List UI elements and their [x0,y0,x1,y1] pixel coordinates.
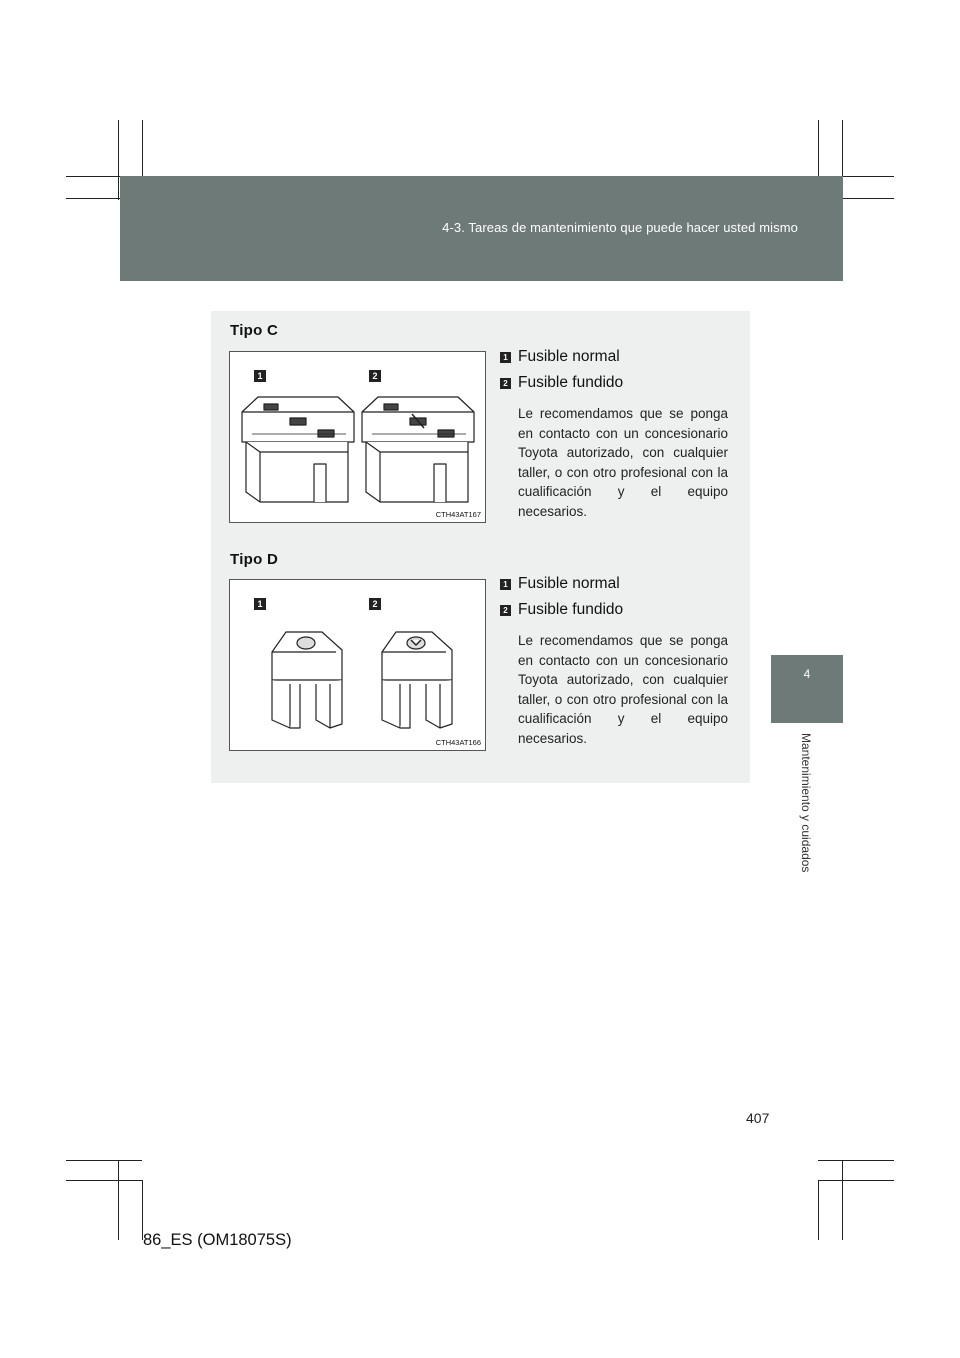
chapter-tab [771,655,843,723]
marker-badge: 2 [500,378,511,389]
section-title: 4-3. Tareas de mantenimiento que puede hacer usted mismo [442,220,798,235]
crop-mark [818,1180,819,1240]
marker-badge: 1 [500,352,511,363]
marker-badge: 1 [500,579,511,590]
figure-tipo-d [229,579,486,751]
document-code: 86_ES (OM18075S) [143,1231,292,1249]
advice-note: Le recomendamos que se ponga en contacto con un concesionario Toyota autorizado, con cualquier taller, o con otro profesional con la cualificación y el equipo necesarios. [518,633,728,746]
legend-label: Fusible fundido [518,374,624,391]
crop-mark [66,1160,142,1161]
crop-mark [818,1160,894,1161]
figure-code: CTH43AT167 [435,510,481,519]
crop-mark [842,1160,843,1240]
section-title-tipo-c: Tipo C [230,322,279,339]
legend-label: Fusible fundido [518,601,624,618]
marker-badge: 2 [500,605,511,616]
chapter-number: 4 [803,667,811,681]
crop-mark [118,1160,119,1240]
crop-mark [118,120,119,200]
crop-mark [66,1180,142,1181]
header-bar [120,176,843,281]
marker-1: 1 [254,598,266,610]
page-number: 407 [746,1110,770,1126]
figure-code: CTH43AT166 [435,738,481,747]
marker-1: 1 [254,370,266,382]
section-title-tipo-d: Tipo D [230,551,279,568]
crop-mark [818,1180,894,1181]
marker-2: 2 [369,598,381,610]
legend-label: Fusible normal [518,575,620,592]
fuse-type-c-illustration [230,352,485,522]
chapter-label-text: Mantenimiento y cuidados [799,733,813,873]
figure-tipo-c [229,351,486,523]
legend-label: Fusible normal [518,348,620,365]
advice-note: Le recomendamos que se ponga en contacto con un concesionario Toyota autorizado, con cualquier taller, o con otro profesional con la cualificación y el equipo necesarios. [518,406,728,519]
marker-2: 2 [369,370,381,382]
chapter-label [797,733,813,903]
fuse-type-d-illustration [230,580,485,750]
